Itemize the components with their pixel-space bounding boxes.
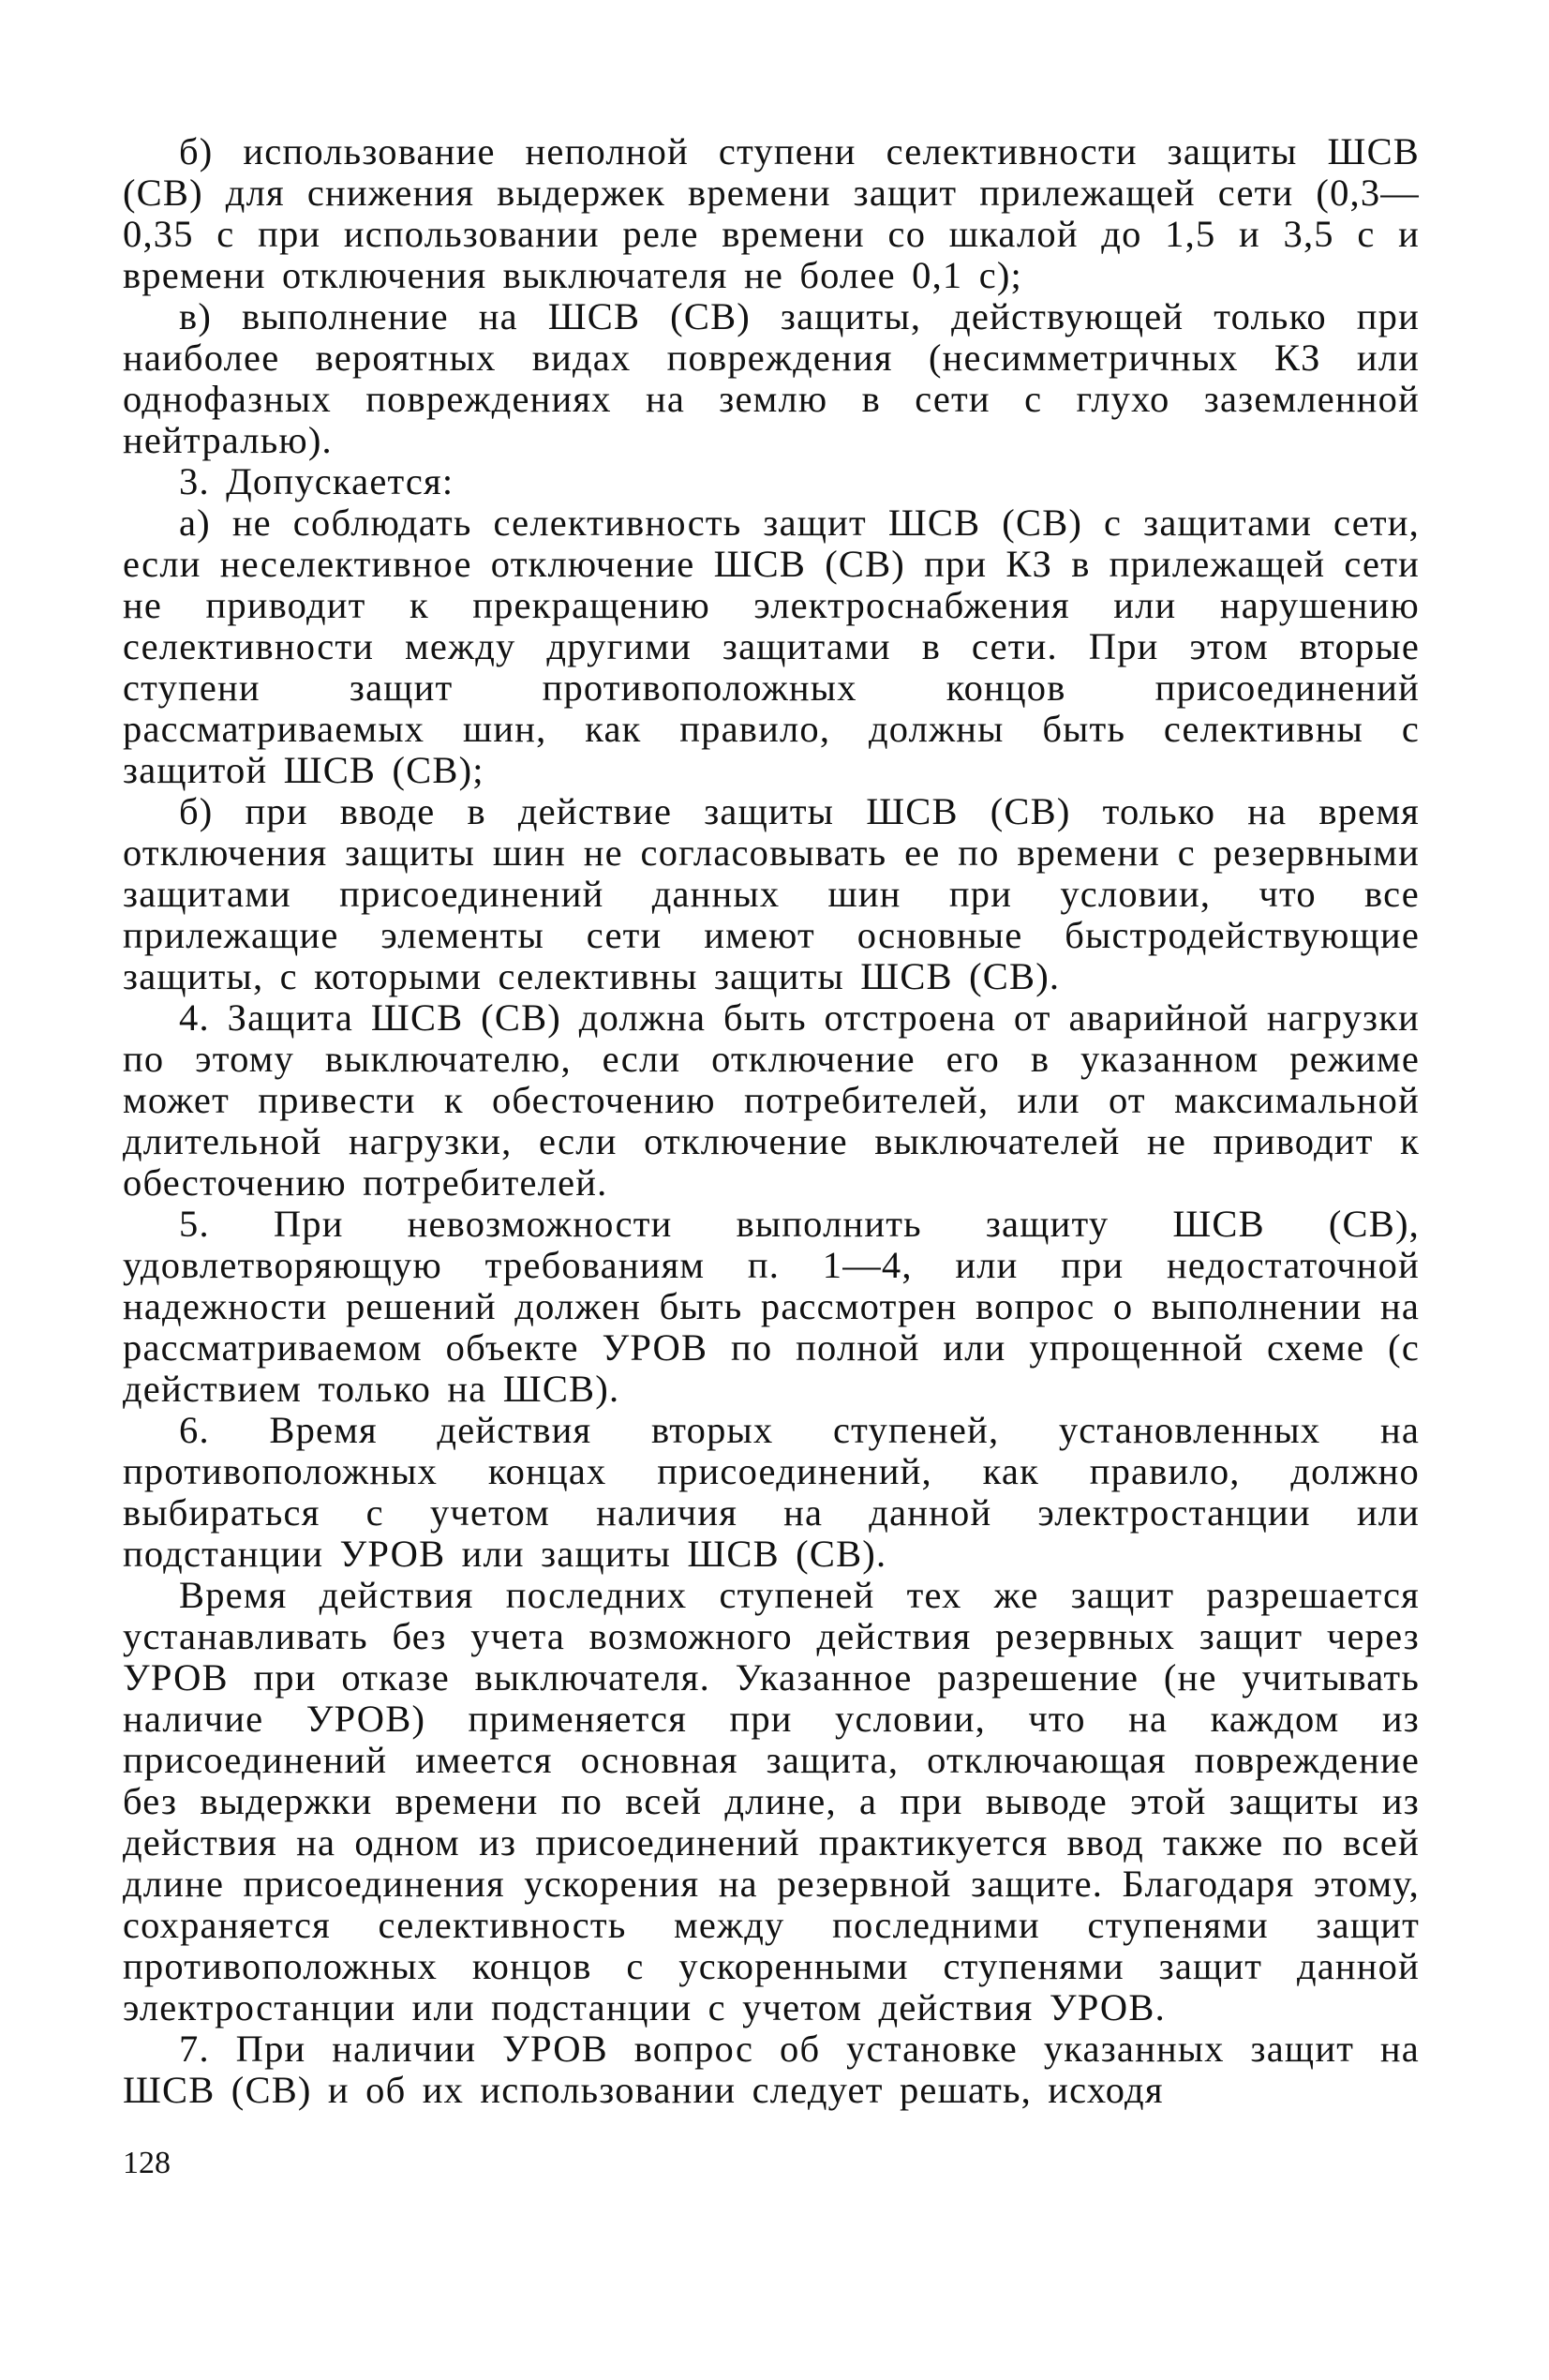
paragraph-b-incomplete-stage: б) использование неполной ступени селективности защиты ШСВ (СВ) для снижения выдержек времени защит прилежащей сети (0,3—0,35 с при использовании реле времени со шкалой до 1,5 и 3,5 с и времени отключения выключателя не более 0,1 с); xyxy=(123,130,1420,296)
paragraph-4-emergency-load: 4. Защита ШСВ (СВ) должна быть отстроена от аварийной нагрузки по этому выключателю, если отключение его в указанном режиме может привести к обесточению потребителей, или от максимальной длительной нагрузки, если отключение выключателей не приводит к обесточению потребителей. xyxy=(123,996,1420,1204)
paragraph-6-second-stages: 6. Время действия вторых ступеней, установленных на противоположных концах присоединений, как правило, должно выбираться с учетом наличия на данной электростанции или подстанции УРОВ или защиты ШСВ (СВ). xyxy=(123,1409,1420,1575)
paragraph-5-urov: 5. При невозможности выполнить защиту ШСВ (СВ), удовлетворяющую требованиям п. 1—4, или при недостаточной надежности решений должен быть рассмотрен вопрос о выполнении на рассматриваемом объекте УРОВ по полной или упрощенной схеме (с действием только на ШСВ). xyxy=(123,1203,1420,1410)
paragraph-last-stages: Время действия последних ступеней тех же защит разрешается устанавливать без учета возможного действия резервных защит через УРОВ при отказе выключателя. Указанное разрешение (не учитывать наличие УРОВ) применяется при условии, что на каждом из присоединений имеется основная защита, отключающая повреждение без выдержки времени по всей длине, а при выводе этой защиты из действия на одном из присоединений практикуется ввод также по всей длине присоединения ускорения на резервной защите. Благодаря этому, сохраняется селективность между последними ступенями защит противоположных концов с ускоренными ступенями защит данной электростанции или подстанции с учетом действия УРОВ. xyxy=(123,1574,1420,2028)
paragraph-a-selectivity: а) не соблюдать селективность защит ШСВ (СВ) с защитами сети, если неселективное отключение ШСВ (СВ) при КЗ в прилежащей сети не приводит к прекращению электроснабжения или нарушению селективности между другими защитами в сети. При этом вторые ступени защит противоположных концов присоединений рассматриваемых шин, как правило, должны быть селективны с защитой ШСВ (СВ); xyxy=(123,501,1420,791)
paragraph-v-probable-faults: в) выполнение на ШСВ (СВ) защиты, действующей только при наиболее вероятных видах повреждения (несимметричных КЗ или однофазных повреждениях на землю в сети с глухо заземленной нейтралью). xyxy=(123,295,1420,461)
page-number: 128 xyxy=(123,2146,171,2180)
paragraph-b-bus-protection: б) при вводе в действие защиты ШСВ (СВ) только на время отключения защиты шин не согласовывать ее по времени с резервными защитами присоединений данных шин при условии, что все прилежащие элементы сети имеют основные быстродействующие защиты, с которыми селективны защиты ШСВ (СВ). xyxy=(123,790,1420,997)
paragraph-7-urov-presence: 7. При наличии УРОВ вопрос об установке указанных защит на ШСВ (СВ) и об их использовании следует решать, исходя xyxy=(123,2028,1420,2111)
paragraph-3-allowed: 3. Допускается: xyxy=(179,460,454,502)
body-text xyxy=(123,131,1420,2111)
